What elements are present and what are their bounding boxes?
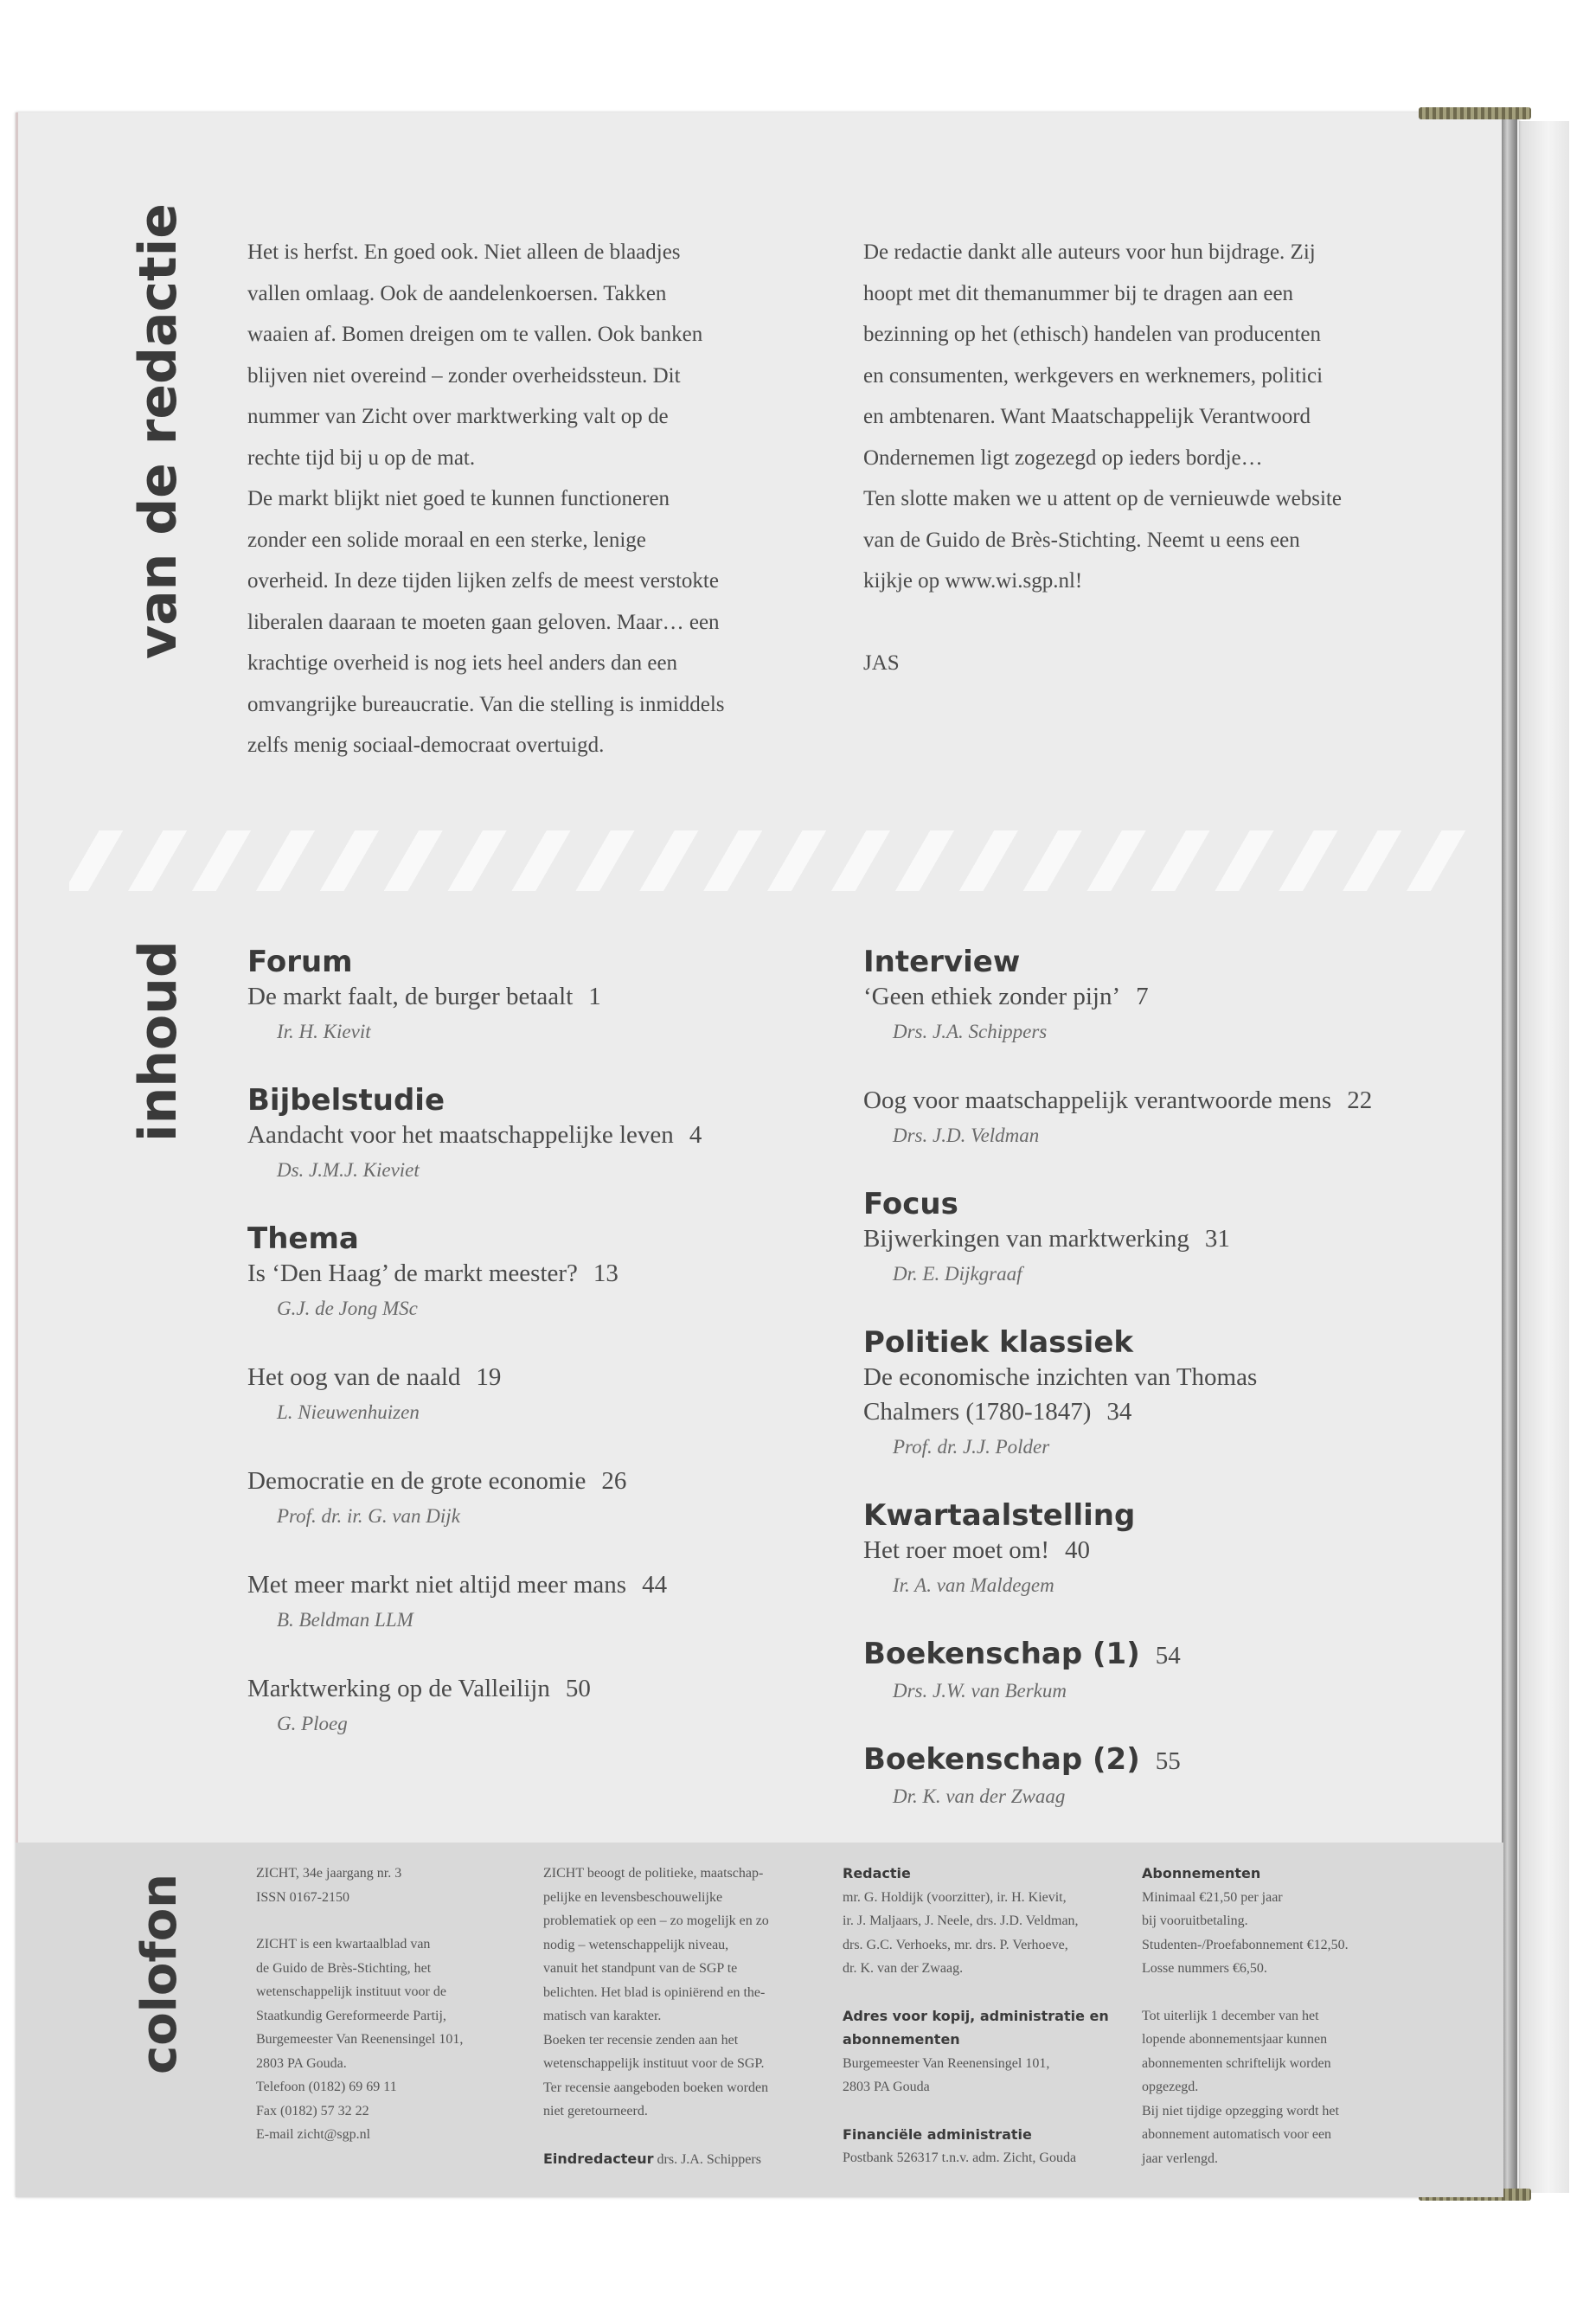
colofon-line: 2803 PA Gouda (843, 2080, 930, 2094)
colofon-line: pelijke en levensbeschouwelijke (543, 1889, 723, 1905)
editorial-line: overheid. In deze tijden lijken zelfs de meest verstokte (247, 569, 719, 593)
toc-entry[interactable] (247, 1464, 870, 1535)
editorial-column-1 (247, 232, 818, 766)
toc-page-number: 1 (588, 983, 601, 1010)
binder-spine (1502, 112, 1517, 2197)
colofon-line: Losse nummers €6,50. (1142, 1961, 1267, 1976)
colofon-line: Staatkundig Gereformeerde Partij, (256, 2008, 446, 2023)
toc-title: Oog voor maatschappelijk verantwoorde mens 22 (863, 1086, 1373, 1114)
editorial-line: blijven niet overeind – zonder overheidssteun. Dit (247, 363, 681, 388)
toc-page-number: 55 (1155, 1747, 1181, 1775)
toc-page-number: 34 (1106, 1398, 1132, 1426)
editorial-line: omvangrijke bureaucratie. Van die stelling is inmiddels (247, 692, 725, 716)
colofon-line: dr. K. van der Zwaag. (843, 1961, 964, 1976)
colofon-line: Bij niet tijdige opzegging wordt het (1142, 2103, 1339, 2118)
editorial-line: JAS (863, 651, 900, 675)
editorial-line: nummer van Zicht over marktwerking valt op de (247, 405, 669, 428)
toc-section: Focus (863, 1187, 958, 1221)
colofon-line: problematiek op een – zo mogelijk en zo (543, 1913, 769, 1928)
redactie-heading: Redactie (843, 1865, 911, 1881)
toc-heading: inhoud (128, 940, 189, 1142)
editorial-line: hoopt met dit themanummer bij te dragen aan een (863, 281, 1294, 305)
toc-page-number: 40 (1065, 1536, 1091, 1564)
toc-left-column (247, 945, 870, 1775)
toc-entry[interactable] (863, 1742, 1469, 1815)
colofon-line: ISSN 0167-2150 (256, 1889, 350, 1905)
toc-author: G.J. de Jong MSc (277, 1298, 418, 1319)
toc-entry[interactable] (247, 1671, 870, 1742)
colofon-line: niet geretourneerd. (543, 2104, 648, 2118)
subscriptions-heading: Abonnementen (1142, 1865, 1261, 1881)
colofon-line: ZICHT beoogt de politieke, maatschap- (543, 1866, 764, 1881)
editorial-line: liberalen daaraan te moeten gaan geloven. Maar… een (247, 610, 720, 634)
financial-heading: Financiële administratie (843, 2125, 1032, 2143)
toc-entry[interactable] (247, 1360, 870, 1431)
toc-author: Ir. H. Kievit (277, 1021, 371, 1042)
toc-page-number: 22 (1347, 1086, 1373, 1114)
colofon-line: Burgemeester Van Reenensingel 101, (843, 2055, 1050, 2071)
toc-title: Is ‘Den Haag’ de markt meester? 13 (247, 1259, 619, 1287)
colofon-heading: colofon (131, 1873, 188, 2074)
toc-page-number: 26 (601, 1467, 627, 1495)
editorial-line: De redactie dankt alle auteurs voor hun bijdrage. Zij (863, 240, 1316, 264)
toc-right-column (863, 945, 1469, 1848)
toc-entry[interactable] (863, 1325, 1469, 1465)
editorial-line: zelfs menig sociaal-democraat overtuigd. (247, 734, 605, 757)
toc-entry[interactable] (863, 1637, 1469, 1709)
editorial-line: van de Guido de Brès-Stichting. Neemt u eens een (863, 528, 1300, 552)
page-edge-decoration (1517, 121, 1569, 2193)
colofon-column-2 (543, 1862, 829, 2171)
colofon-line: lopende abonnementsjaar kunnen (1142, 2032, 1328, 2047)
address-heading-line2: abonnementen (843, 2031, 960, 2048)
toc-author: Prof. dr. J.J. Polder (893, 1436, 1050, 1458)
colofon-line: Telefoon (0182) 69 69 11 (256, 2080, 397, 2094)
editorial-line: krachtige overheid is nog iets heel anders dan een (247, 651, 678, 675)
editorial-line: rechte tijd bij u op de mat. (247, 445, 476, 470)
colofon-line: Tot uiterlijk 1 december van het (1142, 2008, 1319, 2023)
toc-section: Boekenschap (2) 55 (863, 1742, 1181, 1777)
editorial-line: Het is herfst. En goed ook. Niet alleen de blaadjes (247, 240, 681, 264)
toc-section: Bijbelstudie (247, 1083, 445, 1118)
toc-author: Dr. K. van der Zwaag (893, 1785, 1066, 1807)
colofon-line: drs. G.C. Verhoeks, mr. drs. P. Verhoeve, (843, 1937, 1068, 1952)
toc-author: Ir. A. van Maldegem (893, 1574, 1054, 1596)
toc-page-number: 7 (1136, 983, 1149, 1010)
toc-page-number: 19 (476, 1363, 502, 1391)
toc-page-number: 50 (565, 1675, 591, 1702)
colofon-line: ZICHT is een kwartaalblad van (256, 1937, 431, 1952)
colofon-line: ZICHT, 34e jaargang nr. 3 (256, 1866, 402, 1881)
toc-title: De markt faalt, de burger betaalt 1 (247, 983, 601, 1010)
editorial-line: vallen omlaag. Ook de aandelenkoersen. Takken (247, 281, 667, 305)
toc-section: Thema (247, 1221, 359, 1256)
colofon-line: matisch van karakter. (543, 2009, 662, 2023)
toc-title: ‘Geen ethiek zonder pijn’ 7 (863, 983, 1149, 1010)
toc-page-number: 13 (593, 1259, 619, 1287)
toc-title: Met meer markt niet altijd meer mans 44 (247, 1571, 668, 1599)
toc-entry[interactable] (247, 1083, 870, 1189)
editorial-heading: van de redactie (128, 203, 189, 659)
colofon-line: de Guido de Brès-Stichting, het (256, 1960, 432, 1976)
toc-author: L. Nieuwenhuizen (277, 1401, 420, 1423)
toc-author: Drs. J.A. Schippers (893, 1021, 1048, 1042)
toc-author: B. Beldman LLM (277, 1609, 413, 1631)
toc-entry[interactable] (247, 1567, 870, 1638)
editorial-line: zonder een solide moraal en een sterke, lenige (247, 528, 646, 552)
toc-section: Kwartaalstelling (863, 1498, 1136, 1533)
colofon-line: Fax (0182) 57 32 22 (256, 2103, 369, 2118)
colofon-line: abonnement automatisch voor een (1142, 2127, 1332, 2142)
colofon-line: Studenten-/Proefabonnement €12,50. (1142, 1937, 1349, 1952)
editorial-line: en consumenten, werkgevers en werknemers, politici (863, 363, 1324, 388)
toc-entry[interactable] (863, 1083, 1469, 1154)
toc-title: Democratie en de grote economie 26 (247, 1467, 627, 1495)
toc-author: Prof. dr. ir. G. van Dijk (277, 1505, 460, 1527)
colofon-line: wetenschappelijk instituut voor de (256, 1984, 446, 1999)
toc-author: Drs. J.W. van Berkum (893, 1680, 1067, 1702)
colofon-line: Ter recensie aangeboden boeken worden (543, 2080, 769, 2095)
toc-section: Interview (863, 945, 1021, 979)
toc-title: Aandacht voor het maatschappelijke leven 4 (247, 1121, 702, 1149)
toc-section: Politiek klassiek (863, 1325, 1134, 1360)
colofon-line: 2803 PA Gouda. (256, 2055, 347, 2071)
toc-author: Dr. E. Dijkgraaf (893, 1263, 1022, 1285)
toc-title-continued: Chalmers (1780-1847) 34 (863, 1398, 1132, 1426)
toc-page-number: 54 (1155, 1642, 1181, 1670)
colofon-line: abonnementen schriftelijk worden (1142, 2055, 1331, 2071)
colofon-line: nodig – wetenschappelijk niveau, (543, 1937, 729, 1952)
editorial-line: Ondernemen ligt zogezegd op ieders bordje… (863, 445, 1263, 470)
editorial-line: De markt blijkt niet goed te kunnen functioneren (247, 487, 670, 510)
toc-entry[interactable] (247, 1221, 870, 1327)
colofon-line: belichten. Het blad is opiniërend en the- (543, 1984, 766, 2000)
colofon-line: E-mail zicht@sgp.nl (256, 2127, 371, 2142)
toc-entry[interactable] (863, 1498, 1469, 1604)
editorial-line: kijkje op www.wi.sgp.nl! (863, 569, 1083, 593)
toc-author: G. Ploeg (277, 1713, 348, 1734)
colofon-line: jaar verlengd. (1142, 2150, 1218, 2166)
colofon-column-3 (843, 1862, 1128, 2170)
colofon-line: opgezegd. (1142, 2080, 1199, 2094)
colofon-column-1 (256, 1862, 533, 2147)
toc-author: Ds. J.M.J. Kieviet (277, 1159, 420, 1181)
colofon-line: mr. G. Holdijk (voorzitter), ir. H. Kievit, (843, 1889, 1067, 1905)
colofon-line: wetenschappelijk instituut voor de SGP. (543, 2056, 765, 2071)
toc-section: Boekenschap (1) 54 (863, 1637, 1181, 1671)
editorial-line: en ambtenaren. Want Maatschappelijk Verantwoord (863, 405, 1311, 428)
editorial-column-2 (863, 232, 1452, 684)
colofon-line: Postbank 526317 t.n.v. adm. Zicht, Gouda (843, 2150, 1077, 2165)
toc-title: Het roer moet om! 40 (863, 1536, 1091, 1564)
colofon-line: Minimaal €21,50 per jaar (1142, 1889, 1283, 1905)
colofon-line: ir. J. Maljaars, J. Neele, drs. J.D. Veldman, (843, 1913, 1079, 1928)
toc-page-number: 44 (642, 1571, 668, 1599)
colofon-line: Burgemeester Van Reenensingel 101, (256, 2032, 464, 2047)
editor-label: Eindredacteur (543, 2150, 654, 2167)
colofon-line: Boeken ter recensie zenden aan het (543, 2032, 739, 2048)
decorative-stripe-band (69, 830, 1471, 891)
editorial-line: waaien af. Bomen dreigen om te vallen. Ook banken (247, 323, 703, 346)
toc-title: Bijwerkingen van marktwerking 31 (863, 1225, 1230, 1253)
toc-entry[interactable] (863, 1187, 1469, 1292)
editorial-line (863, 602, 1452, 644)
binder-clip-top (1419, 107, 1531, 119)
toc-entry[interactable] (863, 945, 1469, 1050)
editorial-line: Ten slotte maken we u attent op de vernieuwde website (863, 487, 1342, 510)
address-heading-line1: Adres voor kopij, administratie en (843, 2007, 1109, 2024)
editor-value: drs. J.A. Schippers (657, 2151, 761, 2167)
toc-author: Drs. J.D. Veldman (893, 1125, 1040, 1146)
toc-page-number: 4 (689, 1121, 702, 1149)
toc-entry[interactable] (247, 945, 870, 1050)
colofon-line: bij vooruitbetaling. (1142, 1913, 1248, 1928)
colofon-line: vanuit het standpunt van de SGP te (543, 1961, 738, 1976)
colofon-column-4 (1142, 1862, 1427, 2170)
toc-title: De economische inzichten van Thomas (863, 1363, 1258, 1391)
toc-title: Het oog van de naald 19 (247, 1363, 502, 1391)
toc-section: Forum (247, 945, 353, 979)
toc-page-number: 31 (1204, 1225, 1230, 1253)
editorial-line: bezinning op het (ethisch) handelen van producenten (863, 323, 1321, 346)
toc-title: Marktwerking op de Valleilijn 50 (247, 1675, 591, 1702)
